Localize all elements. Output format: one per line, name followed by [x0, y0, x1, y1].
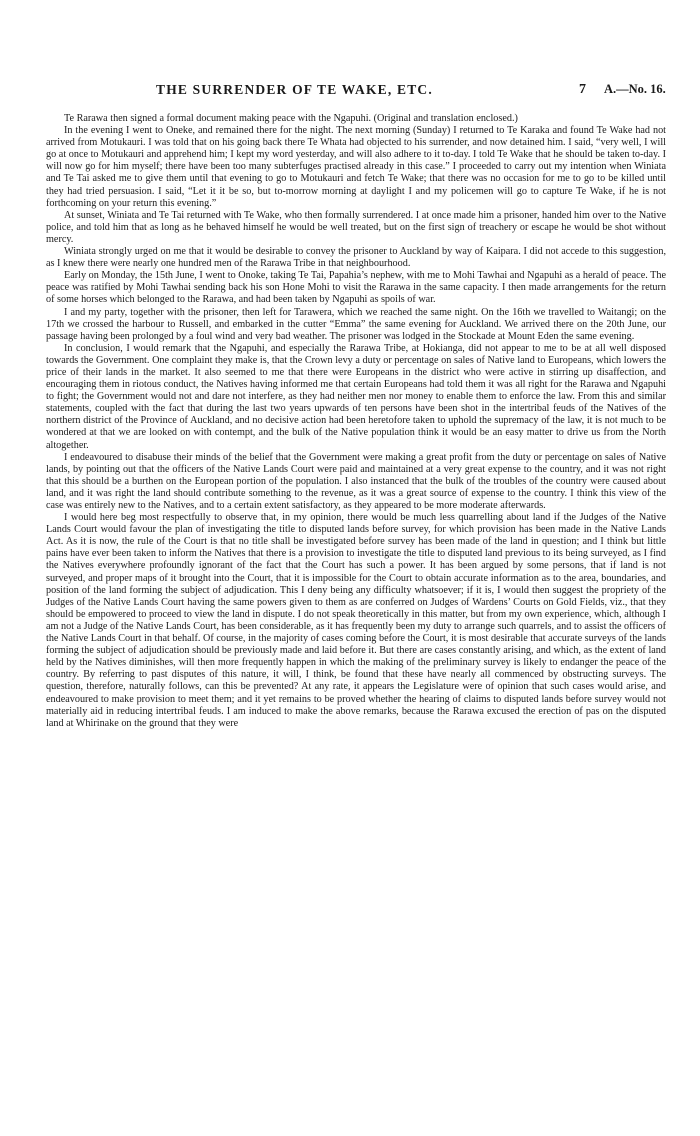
paragraph: In conclusion, I would remark that the Ngapuhi, and especially the Rarawa Tribe, at Hokianga, did not appear to me to be at all well disposed towards the Government. One complaint they make is, that the Crown levy a duty or percentage on sales of Native land to Europeans, which lowers the price of their lands in the market. It also seemed to me that there were Europeans in the district who were active in stirring up disaffection, and encouraging them in riotous conduct, the Natives having informed me that certain Europeans had told them it was all right for the Rarawa and Ngapuhi to fight; the Government would not and dare not interfere, as they had neither men nor money to enable them to enforce the law. From this and similar statements, coupled with the fact that during the last two years upwards of ten persons have been shot in the intertribal feuds of the Natives of the northern district of the Province of Auckland, and no decisive action had been heretofore taken to uphold the supremacy of the law, it is not much to be wondered at that we are looked on with contempt, and the bulk of the Native population think it would be an easy matter to drive us from the North altogether.: [46, 342, 666, 451]
paragraph: I and my party, together with the prisoner, then left for Tarawera, which we reached the same night. On the 16th we travelled to Waitangi; on the 17th we crossed the harbour to Russell, and embarked in the cutter “Emma” the same evening for Auckland. We arrived there on the 20th June, our passage having been prolonged by a foul wind and very bad weather. The prisoner was lodged in the Stockade at Mount Eden the same evening.: [46, 306, 666, 342]
paragraph: Early on Monday, the 15th June, I went to Onoke, taking Te Tai, Papahia’s nephew, with me to Mohi Tawhai and Ngapuhi as a herald of peace. The peace was ratified by Mohi Tawhai sending back his son Hone Mohi to visit the Rarawa in the same capacity. I then made arrangements for the return of some horses which belonged to the Rarawa, and had been taken by Ngapuhi as spoils of war.: [46, 270, 666, 306]
paragraph: At sunset, Winiata and Te Tai returned with Te Wake, who then formally surrendered. I at once made him a prisoner, handed him over to the Native police, and told him that as long as he behaved himself he would be well treated, but on the first sign of treachery or escape he would be shot without mercy.: [46, 209, 666, 245]
paragraph: I endeavoured to disabuse their minds of the belief that the Government were making a great profit from the duty or percentage on sales of Native lands, by pointing out that the officers of the Native Lands Court were paid and maintained at a very great expense to the country, and it was not right that this should be a burthen on the European portion of the population. I also instanced that the bulk of the troubles of the country were caused about land, and it was right the land should contribute something to the revenue, as it was a great source of expense to the country. I think this view of the case was entirely new to the Natives, and to a certain extent satisfactory, as they appeared to be more moderate afterwards.: [46, 451, 666, 511]
paragraph: Winiata strongly urged on me that it would be desirable to convey the prisoner to Auckland by way of Kaipara. I did not accede to this suggestion, as I knew there were nearly one hundred men of the Rarawa Tribe in that neighbourhood.: [46, 246, 666, 270]
paragraph: I would here beg most respectfully to observe that, in my opinion, there would be much less quarrelling about land if the Judges of the Native Lands Court would favour the plan of investigating the title to disputed lands before survey, for which provision has been made in the Native Lands Act. As it is now, the rule of the Court is that no title shall be investigated before survey has been made of the land in question; and I think but little pains have ever been taken to inform the Natives that there is a provision to investigate the title to disputed land previous to its being surveyed, as I find the Natives everywhere profoundly ignorant of the fact that the Court has such a power. It has been argued by some persons, that if land is not surveyed, and proper maps of it brought into the Court, that it is impossible for the Court to obtain accurate information as to the area, boundaries, and position of the land forming the subject of adjudication. This I deny being any difficulty whatsoever; if it is, I would then suggest the propriety of the Judges of the Native Lands Court having the same powers given to them as are conferred on Judges of Wardens’ Courts on Gold Fields, viz., that they should be empowered to proceed to view the land in dispute. I do not speak theoretically in this matter, but from my own experience, which, although I am not a Judge of the Native Lands Court, has been considerable, as it has frequently been my duty to arrange such quarrels, and to assist the officers of the Native Lands Court in that behalf. Of course, in the majority of cases coming before the Court, it is most desirable that accurate surveys of the lands forming the subject of adjudication should be previously made and laid before it. But there are cases constantly arising, and which, as the extent of land held by the Natives diminishes, will then more frequently happen in which the making of the preliminary survey is likely to endanger the peace of the country. By referring to past disputes of this nature, it will, I think, be found that these have nearly all commenced by obstructing surveys. The question, therefore, naturally follows, can this be prevented? At any rate, it appears the Legislature were of opinion that such cases would arise, and endeavoured to make provision to meet them; and it yet remains to be proved whether the hearing of claims to disputed lands before survey would not materially aid in reducing intertribal feuds. I am induced to make the above remarks, because the Rarawa excused the erection of pas on the disputed land at Whirinake on the ground that they were: [46, 512, 666, 729]
paragraph: In the evening I went to Oneke, and remained there for the night. The next morning (Sunday) I returned to Te Karaka and found Te Wake had not arrived from Motukauri. I was told that on his going back there Te Whata had objected to his surrender, and now detained him. I said, “very well, I will go at once to Motukauri and apprehend him; I kept my word yesterday, and will also adhere to it to-day. I told Te Wake that he should be taken to-day. I will now go for him myself; there have been too many subterfuges practised already in this case.” I proceeded to carry out my intention when Winiata and Te Tai asked me to give them until that evening to go to Motukauri and fetch Te Wake; that there was no occasion for me to go to be killed until they had tried persuasion. I said, “Let it it be so, but to-morrow morning at daylight I and my policemen will go to capture Te Wake, if he is not forthcoming on your return this evening.”: [46, 125, 666, 209]
paper-reference: A.—No. 16.: [604, 82, 666, 96]
body-text: [46, 113, 666, 730]
page-header: [46, 82, 674, 102]
page-number: 7: [579, 82, 586, 97]
paragraph: Te Rarawa then signed a formal document making peace with the Ngapuhi. (Original and translation enclosed.): [64, 113, 518, 124]
running-title: THE SURRENDER OF TE WAKE, ETC.: [156, 82, 433, 97]
